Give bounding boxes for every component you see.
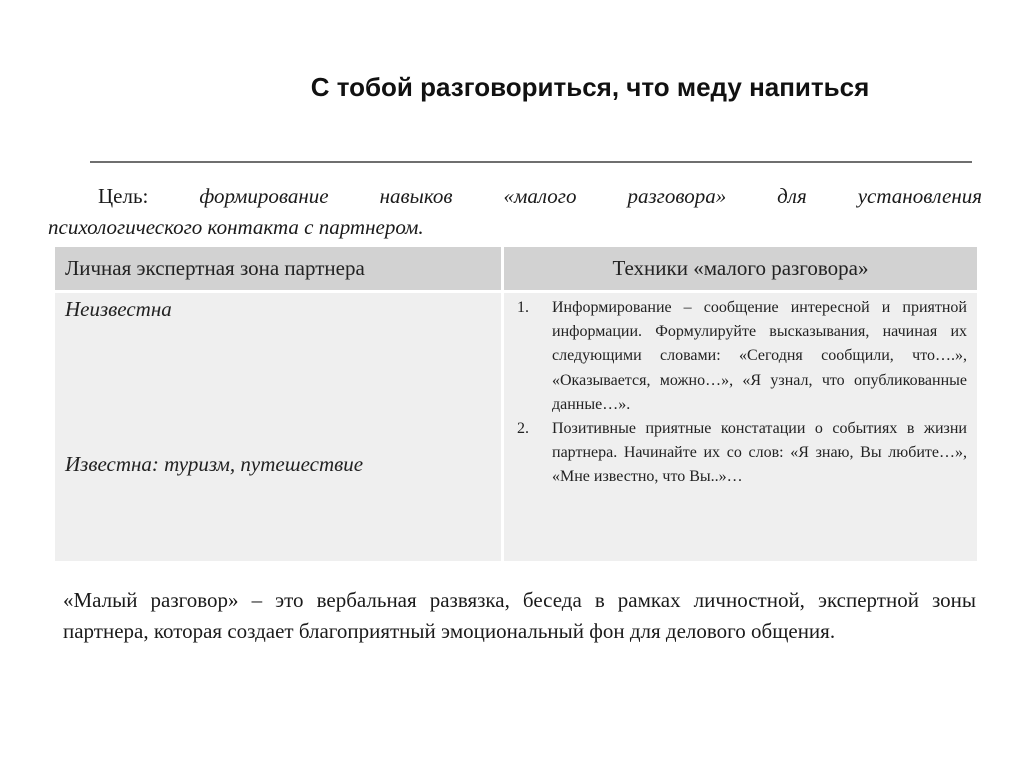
table-header-expert-zone: Личная экспертная зона партнера <box>55 247 501 290</box>
zone-unknown: Неизвестна <box>65 297 172 321</box>
summary-paragraph: «Малый разговор» – это вербальная развязка, беседа в рамках личностной, экспертной зоны партнера, которая создает благоприятный эмоциональный фон для делового общения. <box>63 588 976 643</box>
list-item-text: Информирование – сообщение интересной и приятной информации. Формулируйте высказывания, начиная их следующими словами: «Сегодня сообщили, что….», «Оказывается, можно…», «Я узнал, что опубликованные данные…». <box>552 299 967 413</box>
techniques-list <box>517 296 967 490</box>
title-divider <box>90 161 972 163</box>
list-item-number: 2. <box>517 420 529 438</box>
list-item-text: Позитивные приятные констатации о событиях в жизни партнера. Начинайте их со слов: «Я знаю, Вы любите…», «Мне известно, что Вы..»… <box>552 420 967 486</box>
goal-text-continued: психологического контакта с партнером. <box>48 215 424 239</box>
goal-paragraph <box>48 181 982 243</box>
zone-known: Известна: туризм, путешествие <box>65 452 364 476</box>
slide-title: С тобой разговориться, что меду напиться <box>310 72 870 102</box>
list-item-number: 1. <box>517 299 529 316</box>
techniques-table <box>55 247 977 561</box>
list-item <box>517 417 967 490</box>
header-divider <box>55 290 977 293</box>
list-item <box>517 296 967 417</box>
goal-label: Цель: <box>98 184 149 208</box>
column-divider <box>501 247 504 561</box>
table-header-techniques: Техники «малого разговора» <box>504 247 977 290</box>
goal-first-line <box>48 181 982 212</box>
goal-text: формирование навыков «малого разговора» для установления <box>199 184 982 208</box>
